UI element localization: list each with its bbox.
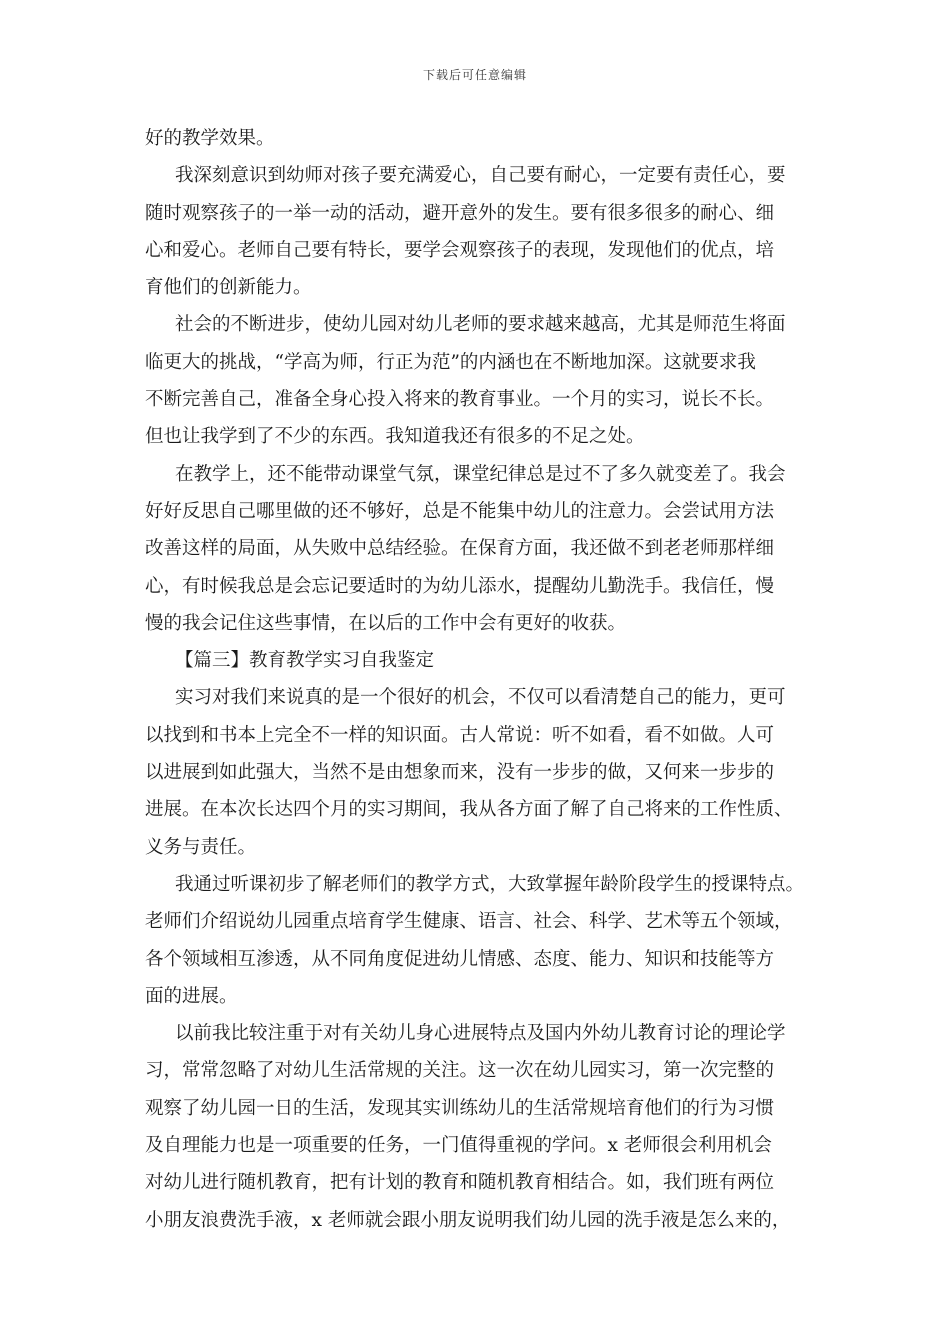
text-line: 心，有时候我总是会忘记要适时的为幼儿添水，提醒幼儿勤洗手。我信任，慢: [145, 575, 775, 597]
text-line: 慢的我会记住这些事情，在以后的工作中会有更好的收获。: [145, 612, 627, 634]
text-line: 改善这样的局面，从失败中总结经验。在保育方面，我还做不到老老师那样细: [145, 538, 775, 560]
page-header: 下载后可任意编辑: [422, 68, 527, 82]
text-line: 不断完善自己，准备全身心投入将来的教育事业。一个月的实习，说长不长。: [145, 389, 775, 411]
text-line: 随时观察孩子的一举一动的活动，避开意外的发生。要有很多很多的耐心、细: [145, 202, 775, 224]
text-line: 临更大的挑战，“学高为师，行正为范”的内涵也在不断地加深。这就要求我: [145, 351, 756, 373]
text-line: 观察了幼儿园一日的生活，发现其实训练幼儿的生活常规培育他们的行为习惯: [145, 1097, 775, 1119]
text-line: 育他们的创新能力。: [145, 277, 312, 299]
text-line: 义务与责任。: [145, 836, 257, 858]
text-line: 各个领域相互渗透，从不同角度促进幼儿情感、态度、能力、知识和技能等方: [145, 948, 775, 970]
text-line: 以进展到如此强大，当然不是由想象而来，没有一步步的做，又何来一步步的: [145, 762, 775, 784]
text-line: 社会的不断进步，使幼儿园对幼儿老师的要求越来越高，尤其是师范生将面: [175, 314, 786, 336]
text-line: 在教学上，还不能带动课堂气氛，课堂纪律总是过不了多久就变差了。我会: [175, 463, 786, 485]
text-line: 老师们介绍说幼儿园重点培育学生健康、语言、社会、科学、艺术等五个领域，: [145, 911, 793, 933]
text-line: 好好反思自己哪里做的还不够好，总是不能集中幼儿的注意力。会尝试用方法: [145, 500, 775, 522]
text-line: 以找到和书本上完全不一样的知识面。古人常说：听不如看，看不如做。人可: [145, 724, 775, 746]
text-line: 我通过听课初步了解老师们的教学方式，大致掌握年龄阶段学生的授课特点。: [175, 873, 805, 895]
text-line: 好的教学效果。: [145, 128, 275, 149]
text-line: 【篇三】教育教学实习自我鉴定: [175, 650, 435, 672]
text-line: 及自理能力也是一项重要的任务，一门值得重视的学问。x 老师很会利用机会: [145, 1135, 772, 1157]
text-line: 但也让我学到了不少的东西。我知道我还有很多的不足之处。: [145, 426, 645, 448]
text-line: 面的进展。: [145, 985, 238, 1007]
text-line: 对幼儿进行随机教育，把有计划的教育和随机教育相结合。如，我们班有两位: [145, 1172, 775, 1194]
document-body: [145, 120, 813, 1239]
text-line: 以前我比较注重于对有关幼儿身心进展特点及国内外幼儿教育讨论的理论学: [175, 1023, 786, 1045]
text-line: 习，常常忽略了对幼儿生活常规的关注。这一次在幼儿园实习，第一次完整的: [145, 1060, 775, 1082]
text-line: 小朋友浪费洗手液，x 老师就会跟小朋友说明我们幼儿园的洗手液是怎么来的，: [145, 1209, 791, 1231]
text-line: 进展。在本次长达四个月的实习期间，我从各方面了解了自己将来的工作性质、: [145, 799, 793, 821]
text-line: 心和爱心。老师自己要有特长，要学会观察孩子的表现，发现他们的优点，培: [145, 239, 775, 261]
text-line: 我深刻意识到幼师对孩子要充满爱心，自己要有耐心，一定要有责任心，要: [175, 165, 786, 187]
text-line: 实习对我们来说真的是一个很好的机会，不仅可以看清楚自己的能力，更可: [175, 687, 786, 709]
